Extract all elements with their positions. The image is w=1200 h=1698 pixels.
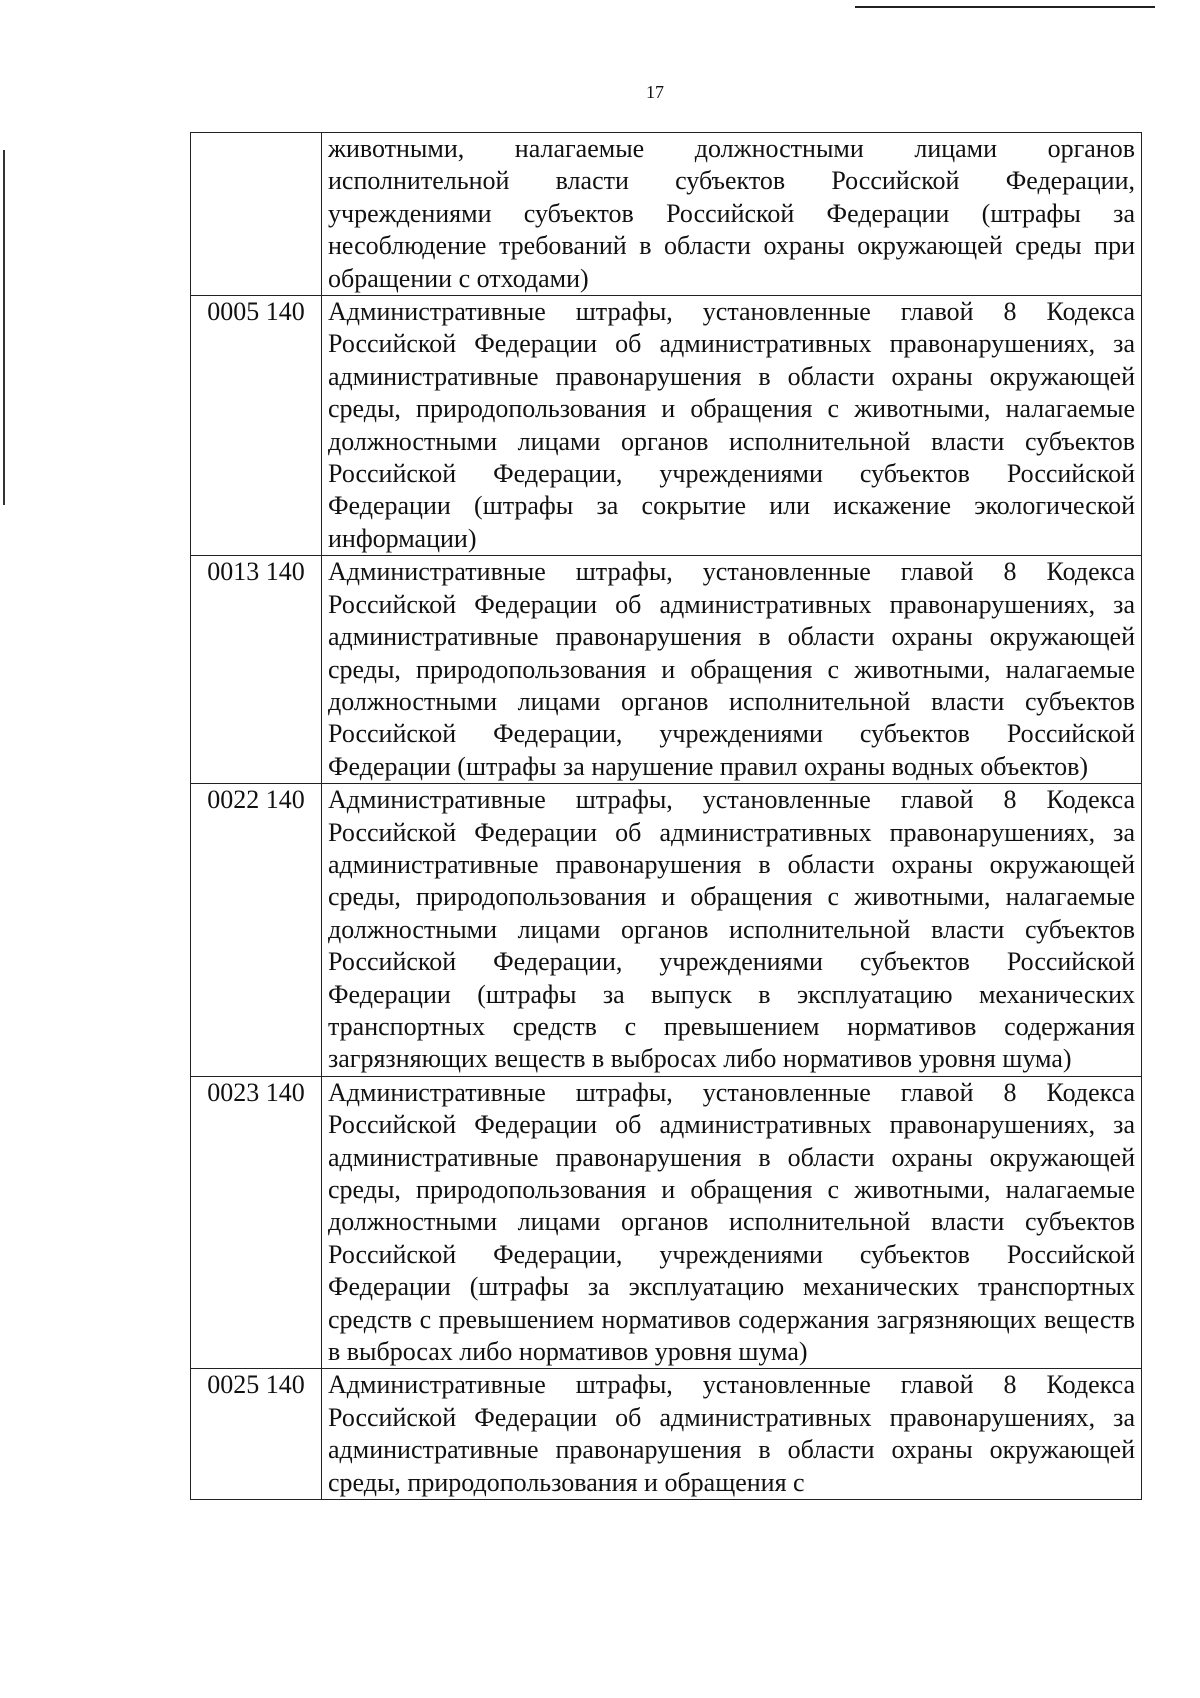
description-cell: Административные штрафы, установленные главой 8 Кодекса Российской Федерации об административных правонарушениях, за административные правонарушения в области охраны окружающей среды, природопользования и обращения с животными, налагаемые должностными лицами органов исполнительной власти субъектов Российской Федерации, учреждениями субъектов Российской Федерации (штрафы за выпуск в эксплуатацию механических транспортных средств с превышением нормативов содержания загрязняющих веществ в выбросах либо нормативов уровня шума) xyxy=(322,784,1142,1077)
table-row xyxy=(191,556,1142,784)
description-cell: Административные штрафы, установленные главой 8 Кодекса Российской Федерации об административных правонарушениях, за административные правонарушения в области охраны окружающей среды, природопользования и обращения с животными, налагаемые должностными лицами органов исполнительной власти субъектов Российской Федерации, учреждениями субъектов Российской Федерации (штрафы за сокрытие или искажение экологической информации) xyxy=(322,296,1142,556)
table-row xyxy=(191,1076,1142,1369)
code-cell: 0005 140 xyxy=(191,296,322,556)
description-cell: животными, налагаемые должностными лицами органов исполнительной власти субъектов Российской Федерации, учреждениями субъектов Российской Федерации (штрафы за несоблюдение требований в области охраны окружающей среды при обращении с отходами) xyxy=(322,133,1142,296)
code-cell: 0025 140 xyxy=(191,1369,322,1500)
code-cell: 0013 140 xyxy=(191,556,322,784)
table-row xyxy=(191,296,1142,556)
scan-edge-mark xyxy=(3,150,5,505)
code-cell xyxy=(191,133,322,296)
description-cell: Административные штрафы, установленные главой 8 Кодекса Российской Федерации об административных правонарушениях, за административные правонарушения в области охраны окружающей среды, природопользования и обращения с xyxy=(322,1369,1142,1500)
description-cell: Административные штрафы, установленные главой 8 Кодекса Российской Федерации об административных правонарушениях, за административные правонарушения в области охраны окружающей среды, природопользования и обращения с животными, налагаемые должностными лицами органов исполнительной власти субъектов Российской Федерации, учреждениями субъектов Российской Федерации (штрафы за эксплуатацию механических транспортных средств с превышением нормативов содержания загрязняющих веществ в выбросах либо нормативов уровня шума) xyxy=(322,1076,1142,1369)
code-cell: 0022 140 xyxy=(191,784,322,1077)
table-row xyxy=(191,133,1142,296)
code-cell: 0023 140 xyxy=(191,1076,322,1369)
page-number: 17 xyxy=(646,82,664,102)
fines-table xyxy=(190,132,1142,1500)
top-rule xyxy=(855,6,1155,8)
description-cell: Административные штрафы, установленные главой 8 Кодекса Российской Федерации об административных правонарушениях, за административные правонарушения в области охраны окружающей среды, природопользования и обращения с животными, налагаемые должностными лицами органов исполнительной власти субъектов Российской Федерации, учреждениями субъектов Российской Федерации (штрафы за нарушение правил охраны водных объектов) xyxy=(322,556,1142,784)
table-row xyxy=(191,1369,1142,1500)
table-row xyxy=(191,784,1142,1077)
